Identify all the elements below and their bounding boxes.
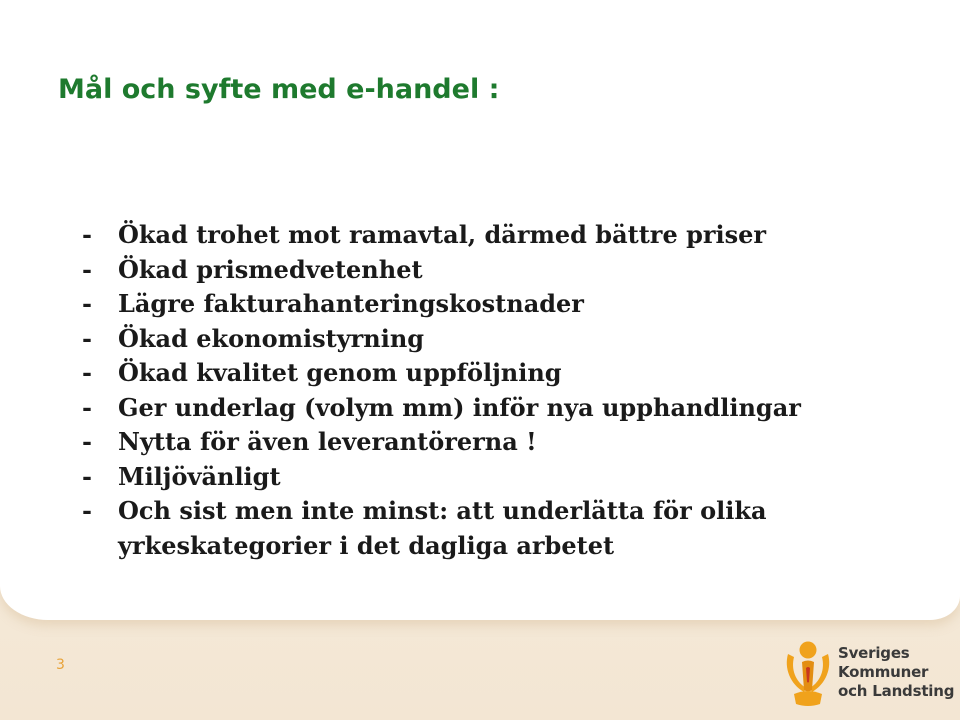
bullet-text: Lägre fakturahanteringskostnader [118,289,584,318]
logo-line: Sveriges [838,644,910,662]
bullet-marker: - [82,254,92,284]
bullet-list [82,218,902,563]
list-item [82,253,902,288]
bullet-marker: - [82,358,92,387]
bullet-marker: - [82,289,92,318]
bullet-text: Ökad trohet mot ramavtal, därmed bättre priser [118,220,767,249]
bullet-text: Nytta för även leverantörerna ! [118,427,537,456]
bullet-marker: - [82,220,92,249]
bullet-text: Ökad kvalitet genom uppföljning [118,358,562,387]
bullet-text: Miljövänligt [118,461,281,491]
logo-line: Kommuner [838,663,929,681]
bullet-text: Och sist men inte minst: att underlätta för olika yrkeskategorier i det dagliga arbetet [118,496,767,560]
skl-logo-text [838,644,954,701]
list-item [82,356,902,391]
bullet-marker: - [82,496,92,525]
bullet-marker: - [82,427,92,456]
slide-title: Mål och syfte med e-handel : [58,74,500,105]
list-item [82,322,902,357]
list-item [82,218,902,253]
bullet-text: Ökad prismedvetenhet [118,254,423,284]
page-number: 3 [56,657,65,673]
list-item [82,494,902,563]
skl-logo-icon [782,638,834,708]
bullet-marker: - [82,323,92,353]
bullet-text: Ökad ekonomistyrning [118,323,425,353]
list-item [82,425,902,460]
skl-logo [782,638,955,710]
bullet-marker: - [82,461,92,491]
list-item [82,287,902,322]
list-item [82,460,902,495]
bullet-marker: - [82,392,92,422]
bullet-text: Ger underlag (volym mm) inför nya upphandlingar [118,392,801,422]
logo-line: och Landsting [838,682,955,700]
list-item [82,391,902,426]
